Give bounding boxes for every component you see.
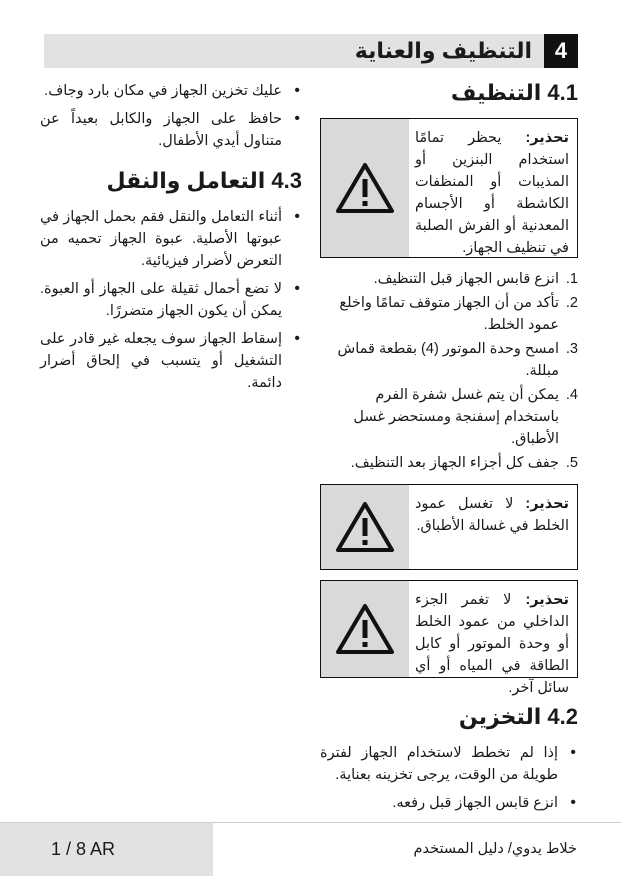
warning-box-dishwasher	[320, 484, 578, 570]
warning-box-cleaning-agents	[320, 118, 578, 258]
warning-text	[409, 119, 577, 257]
page-footer	[0, 822, 621, 876]
warning-icon-cell	[321, 485, 409, 569]
page-number-box	[0, 823, 213, 876]
warning-label: تحذير:	[525, 496, 569, 512]
list-item: 5. جفف كل أجزاء الجهاز بعد التنظيف.	[350, 455, 578, 471]
warning-body: لا تغسل عمود الخلط في غسالة الأطباق.	[415, 496, 569, 534]
list-item: 3. امسح وحدة الموتور (4) بقطعة قماش مبللة.	[337, 341, 578, 379]
storage-list	[320, 742, 578, 814]
warning-triangle-icon	[335, 162, 395, 214]
chapter-number: 4	[544, 34, 578, 68]
page-number: 1 / 8 AR	[50, 839, 115, 859]
warning-icon-cell	[321, 581, 409, 677]
warning-icon-cell	[321, 119, 409, 257]
warning-triangle-icon	[335, 603, 395, 655]
list-item: 4. يمكن أن يتم غسل شفرة الفرم باستخدام إسفنجة ومستحضر غسل الأطباق.	[353, 387, 578, 447]
right-column	[320, 76, 578, 820]
warning-triangle-icon	[335, 501, 395, 553]
list-item: • انزع قابس الجهاز قبل رفعه.	[320, 792, 578, 814]
list-item: • عليك تخزين الجهاز في مكان بارد وجاف.	[40, 80, 302, 102]
warning-body: يحظر تمامًا استخدام البنزين أو المذيبات أو المنظفات الكاشطة أو الأجسام المعدنية أو الفرش الصلبة في تنظيف الجهاز.	[415, 130, 569, 256]
list-item: • أثناء التعامل والنقل فقم بحمل الجهاز في عبوتها الأصلية. عبوة الجهاز تحميه من التعرض لأضرار فيزيائية.	[40, 206, 302, 272]
chapter-title: التنظيف والعناية	[354, 38, 532, 63]
handling-list	[40, 206, 302, 394]
chapter-header	[44, 34, 578, 68]
warning-text	[409, 485, 577, 569]
storage-list-continued	[40, 80, 302, 152]
list-item: • حافظ على الجهاز والكابل بعيداً عن متناول أيدي الأطفال.	[40, 108, 302, 152]
warning-box-immerse	[320, 580, 578, 696]
left-column	[40, 80, 302, 400]
warning-text	[409, 581, 577, 696]
section-title-cleaning: 4.1 التنظيف	[450, 80, 578, 105]
warning-label: تحذير:	[525, 592, 570, 608]
section-title-storage: 4.2 التخزين	[458, 704, 578, 729]
list-item: 1. انزع قابس الجهاز قبل التنظيف.	[373, 271, 578, 287]
list-item: • إسقاط الجهاز سوف يجعله غير قادر على التشغيل أو يتسبب في إلحاق أضرار دائمة.	[40, 328, 302, 394]
warning-label: تحذير:	[525, 130, 570, 146]
warning-body: لا تغمر الجزء الداخلي من عمود الخلط أو وحدة الموتور أو كابل الطاقة في المياه أو أي سائل آخر.	[415, 592, 569, 696]
section-title-handling: 4.3 التعامل والنقل	[106, 168, 302, 193]
document-title: خلاط يدوي/ دليل المستخدم	[413, 841, 577, 857]
list-item: • لا تضع أحمال ثقيلة على الجهاز أو العبوة. يمكن أن يكون الجهاز متضررًا.	[40, 278, 302, 322]
cleaning-steps	[320, 268, 578, 474]
list-item: • إذا لم تخطط لاستخدام الجهاز لفترة طويلة من الوقت، يرجى تخزينه بعناية.	[320, 742, 578, 786]
list-item: 2. تأكد من أن الجهاز متوقف تمامًا واخلع عمود الخلط.	[339, 295, 578, 333]
